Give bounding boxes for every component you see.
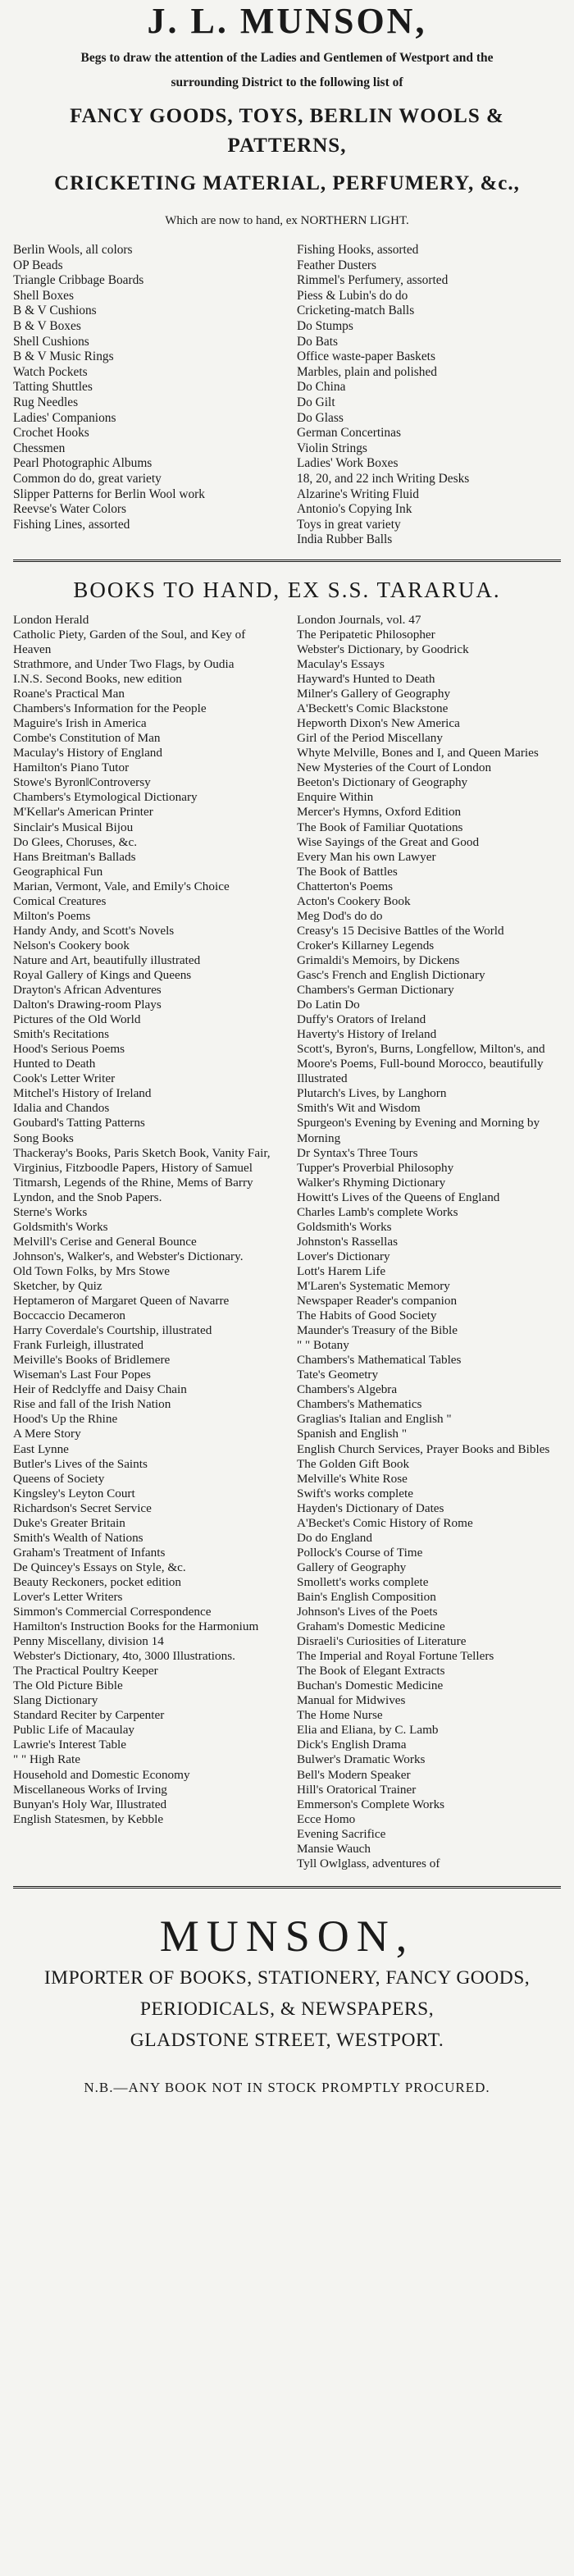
list-item: Milner's Gallery of Geography — [297, 687, 451, 701]
list-item: Hill's Oratorical Trainer — [297, 1782, 417, 1797]
list-item: Butler's Lives of the Saints — [13, 1456, 148, 1471]
list-item: Sketcher, by Quiz — [13, 1278, 102, 1293]
footer-line-2: PERIODICALS, & NEWSPAPERS, — [139, 1998, 435, 2020]
list-item: Meg Dod's do do — [297, 908, 383, 923]
list-item: Triangle Cribbage Boards — [13, 273, 144, 288]
list-item: Emmerson's Complete Works — [297, 1797, 445, 1811]
list-item: B & V Music Rings — [13, 349, 114, 364]
list-item: Ecce Homo — [297, 1811, 356, 1826]
list-item: Lover's Letter Writers — [13, 1589, 123, 1604]
list-item: Tupper's Proverbial Philosophy — [297, 1160, 454, 1175]
footer-note: N.B.—ANY BOOK NOT IN STOCK PROMPTLY PROCURED. — [84, 2079, 490, 2095]
list-item: Grimaldi's Memoirs, by Dickens — [297, 952, 460, 967]
list-item: Spanish and English " — [297, 1427, 408, 1441]
list-item: Hepworth Dixon's New America — [297, 716, 460, 731]
list-item: Chambers's Information for the People — [13, 701, 207, 716]
page-title: J. L. MUNSON, — [147, 1, 427, 41]
list-item: " " High Rate — [13, 1752, 80, 1767]
list-item: Boccaccio Decameron — [13, 1309, 126, 1323]
list-item: Melvill's Cerise and General Bounce — [13, 1234, 197, 1249]
list-item: Gallery of Geography — [297, 1560, 407, 1574]
list-item: Mitchel's History of Ireland — [13, 1086, 152, 1101]
list-item: Webster's Dictionary, by Goodrick — [297, 642, 469, 656]
list-item: Chessmen — [13, 441, 66, 455]
list-item: Alzarine's Writing Fluid — [297, 486, 419, 501]
list-item: London Journals, vol. 47 — [297, 612, 421, 627]
list-item: Stowe's Byron‖Controversy — [13, 775, 151, 790]
list-item: A'Becket's Comic History of Rome — [297, 1515, 473, 1530]
list-item: Slipper Patterns for Berlin Wool work — [13, 486, 206, 501]
list-item: Hood's Serious Poems — [13, 1042, 125, 1057]
list-item: New Mysteries of the Court of London — [297, 760, 492, 775]
list-item: Standard Reciter by Carpenter — [13, 1708, 165, 1723]
list-item: Heir of Redclyffe and Daisy Chain — [13, 1382, 187, 1397]
list-item: Smith's Wealth of Nations — [13, 1530, 144, 1545]
list-item: Meiville's Books of Bridlemere — [13, 1353, 171, 1368]
list-item: Mercer's Hymns, Oxford Edition — [297, 805, 462, 820]
list-item: Comical Creatures — [13, 893, 107, 908]
list-item: Household and Domestic Economy — [13, 1767, 190, 1782]
list-item: Maculay's Essays — [297, 657, 385, 672]
list-item: Cricketing-match Balls — [297, 304, 415, 318]
list-item: Johnson's, Walker's, and Webster's Dictionary. — [13, 1249, 244, 1263]
section-divider-2 — [13, 1886, 561, 1889]
list-item: Pictures of the Old World — [13, 1012, 141, 1027]
list-item: A Mere Story — [13, 1427, 81, 1441]
list-item: Webster's Dictionary, 4to, 3000 Illustrations. — [13, 1649, 235, 1664]
list-item: Berlin Wools, all colors — [13, 243, 133, 257]
list-item: Drayton's African Adventures — [13, 983, 162, 998]
list-item: Scott's, Byron's, Burns, Longfellow, Milton's, and Moore's Poems, Full-bound Morocco, beautifully Illustrated — [297, 1042, 545, 1086]
list-item: De Quincey's Essays on Style, &c. — [13, 1560, 186, 1574]
list-item: Gasc's French and English Dictionary — [297, 968, 485, 982]
list-item: Disraeli's Curiosities of Literature — [297, 1634, 467, 1649]
list-item: Newspaper Reader's companion — [297, 1294, 458, 1309]
list-item: Walker's Rhyming Dictionary — [297, 1175, 446, 1190]
list-item: Tatting Shuttles — [13, 380, 93, 395]
list-item: Pollock's Course of Time — [297, 1545, 423, 1560]
books-left-column — [13, 613, 276, 1871]
section-divider — [13, 560, 561, 562]
list-item: Lover's Dictionary — [297, 1249, 390, 1263]
list-item: Hood's Up the Rhine — [13, 1412, 118, 1427]
list-item: Dalton's Drawing-room Plays — [13, 998, 162, 1012]
books-heading: BOOKS TO HAND, EX S.S. TARARUA. — [73, 577, 501, 602]
list-item: Lott's Harem Life — [297, 1263, 386, 1278]
list-item: Goldsmith's Works — [297, 1219, 392, 1234]
list-item: Bain's English Composition — [297, 1589, 436, 1604]
list-item: Catholic Piety, Garden of the Soul, and Key of Heaven — [13, 627, 246, 656]
list-item: Song Books — [13, 1130, 74, 1145]
list-item: East Lynne — [13, 1441, 69, 1456]
list-item: Hamilton's Instruction Books for the Harmonium — [13, 1619, 259, 1634]
list-item: Do China — [297, 380, 346, 395]
list-item: Nature and Art, beautifully illustrated — [13, 952, 201, 967]
books-right-column — [297, 613, 561, 1871]
list-item: Chambers's Mathematics — [297, 1397, 422, 1412]
list-item: Violin Strings — [297, 441, 367, 455]
list-item: Evening Sacrifice — [297, 1826, 386, 1841]
goods-list — [13, 243, 561, 548]
list-item: Idalia and Chandos — [13, 1101, 110, 1116]
list-item: B & V Cushions — [13, 304, 97, 318]
list-item: Crochet Hooks — [13, 426, 89, 441]
intro-line-1: Begs to draw the attention of the Ladies and Gentlemen of Westport and the — [80, 51, 494, 65]
list-item: The Book of Familiar Quotations — [297, 820, 463, 834]
list-item: Handy Andy, and Scott's Novels — [13, 923, 175, 938]
list-item: Pearl Photographic Albums — [13, 456, 153, 471]
list-item: Swift's works complete — [297, 1486, 413, 1500]
list-item: Royal Gallery of Kings and Queens — [13, 968, 192, 982]
list-item: Bunyan's Holy War, Illustrated — [13, 1797, 167, 1811]
list-item: Do Glass — [297, 410, 344, 425]
list-item: English Statesmen, by Kebble — [13, 1811, 164, 1826]
list-item: Thackeray's Books, Paris Sketch Book, Vanity Fair, Virginius, Fitzboodle Papers, History of Samuel Titmarsh, Legends of the Rhine, Mems of Barry Lyndon, and the Snob Papers. — [13, 1145, 271, 1204]
list-item: Queens of Society — [13, 1471, 105, 1486]
arrival-note: Which are now to hand, ex NORTHERN LIGHT. — [165, 214, 409, 227]
list-item: The Book of Battles — [297, 864, 398, 879]
footer-name: MUNSON, — [159, 1911, 415, 1961]
list-item: Hayden's Dictionary of Dates — [297, 1500, 444, 1515]
list-item: Frank Furleigh, illustrated — [13, 1338, 144, 1353]
list-item: Slang Dictionary — [13, 1693, 98, 1708]
list-item: Cook's Letter Writer — [13, 1071, 116, 1086]
list-item: Ladies' Work Boxes — [297, 456, 399, 471]
goods-left-column — [13, 243, 276, 548]
list-item: M'Kellar's American Printer — [13, 805, 153, 820]
list-item: Penny Miscellany, division 14 — [13, 1634, 164, 1649]
list-item: Wise Sayings of the Great and Good — [297, 834, 480, 849]
list-item: Manual for Midwives — [297, 1693, 406, 1708]
list-item: Antonio's Copying Ink — [297, 502, 412, 517]
list-item: Maguire's Irish in America — [13, 716, 147, 731]
list-item: Heptameron of Margaret Queen of Navarre — [13, 1294, 230, 1309]
list-item: Charles Lamb's complete Works — [297, 1204, 458, 1219]
list-item: Duffy's Orators of Ireland — [297, 1012, 426, 1027]
list-item: Reevse's Water Colors — [13, 502, 127, 517]
list-item: OP Beads — [13, 258, 63, 272]
list-item: Do Glees, Choruses, &c. — [13, 834, 138, 849]
list-item: Buchan's Domestic Medicine — [297, 1679, 444, 1693]
list-item: Rise and fall of the Irish Nation — [13, 1397, 171, 1412]
goods-heading-2: CRICKETING MATERIAL, PERFUMERY, &c., — [54, 172, 520, 194]
list-item: Bulwer's Dramatic Works — [297, 1752, 426, 1767]
list-item: Bell's Modern Speaker — [297, 1767, 411, 1782]
footer-line-3: GLADSTONE STREET, WESTPORT. — [130, 2029, 444, 2051]
list-item: Richardson's Secret Service — [13, 1500, 152, 1515]
list-item: Shell Boxes — [13, 288, 74, 303]
list-item: Fishing Hooks, assorted — [297, 243, 419, 257]
list-item: London Herald — [13, 612, 89, 627]
list-item: Tate's Geometry — [297, 1368, 379, 1382]
list-item: M'Laren's Systematic Memory — [297, 1278, 450, 1293]
list-item: Fishing Lines, assorted — [13, 517, 130, 532]
list-item: The Practical Poultry Keeper — [13, 1664, 158, 1679]
list-item: Hans Breitman's Ballads — [13, 849, 136, 864]
list-item: Rug Needles — [13, 395, 79, 409]
list-item: Johnston's Rassellas — [297, 1234, 398, 1249]
list-item: Graham's Domestic Medicine — [297, 1619, 445, 1634]
list-item: Old Town Folks, by Mrs Stowe — [13, 1263, 171, 1278]
list-item: Piess & Lubin's do do — [297, 288, 408, 303]
list-item: Sinclair's Musical Bijou — [13, 820, 134, 834]
list-item: Miscellaneous Works of Irving — [13, 1782, 167, 1797]
list-item: Nelson's Cookery book — [13, 938, 130, 952]
list-item: Goubard's Tatting Patterns — [13, 1116, 145, 1130]
list-item: Plutarch's Lives, by Langhorn — [297, 1086, 447, 1101]
list-item: Hamilton's Piano Tutor — [13, 760, 130, 775]
list-item: Shell Cushions — [13, 334, 89, 349]
list-item: Girl of the Period Miscellany — [297, 731, 443, 746]
list-item: Chambers's German Dictionary — [297, 983, 454, 998]
list-item: " " Botany — [297, 1338, 349, 1353]
list-item: Chatterton's Poems — [297, 879, 394, 893]
list-item: Chambers's Algebra — [297, 1382, 398, 1397]
list-item: Hunted to Death — [13, 1057, 96, 1071]
list-item: Croker's Killarney Legends — [297, 938, 435, 952]
list-item: Chambers's Etymological Dictionary — [13, 790, 198, 805]
books-list — [13, 613, 561, 1871]
list-item: Do Stumps — [297, 318, 353, 333]
list-item: Kingsley's Leyton Court — [13, 1486, 135, 1500]
list-item: Marbles, plain and polished — [297, 364, 437, 379]
list-item: Goldsmith's Works — [13, 1219, 108, 1234]
list-item: B & V Boxes — [13, 318, 81, 333]
list-item: Harry Coverdale's Courtship, illustrated — [13, 1323, 212, 1338]
list-item: Creasy's 15 Decisive Battles of the World — [297, 923, 504, 938]
list-item: Johnson's Lives of the Poets — [297, 1605, 438, 1619]
list-item: Elia and Eliana, by C. Lamb — [297, 1723, 439, 1738]
list-item: Dr Syntax's Three Tours — [297, 1145, 418, 1160]
list-item: Do do England — [297, 1530, 372, 1545]
list-item: The Book of Elegant Extracts — [297, 1664, 445, 1679]
list-item: English Church Services, Prayer Books and Bibles — [297, 1441, 550, 1456]
list-item: German Concertinas — [297, 426, 401, 441]
list-item: Watch Pockets — [13, 364, 88, 379]
list-item: 18, 20, and 22 inch Writing Desks — [297, 471, 470, 486]
list-item: Ladies' Companions — [13, 410, 116, 425]
list-item: Marian, Vermont, Vale, and Emily's Choice — [13, 879, 230, 893]
list-item: Toys in great variety — [297, 517, 401, 532]
list-item: Acton's Cookery Book — [297, 893, 411, 908]
list-item: The Habits of Good Society — [297, 1309, 437, 1323]
list-item: Sterne's Works — [13, 1204, 88, 1219]
list-item: Roane's Practical Man — [13, 687, 125, 701]
list-item: Howitt's Lives of the Queens of England — [297, 1190, 500, 1204]
list-item: Combe's Constitution of Man — [13, 731, 161, 746]
list-item: Maculay's History of England — [13, 746, 162, 760]
list-item: Smith's Wit and Wisdom — [297, 1101, 421, 1116]
list-item: Milton's Poems — [13, 908, 91, 923]
list-item: Maunder's Treasury of the Bible — [297, 1323, 458, 1338]
list-item: The Golden Gift Book — [297, 1456, 410, 1471]
list-item: Common do do, great variety — [13, 471, 162, 486]
list-item: Chambers's Mathematical Tables — [297, 1353, 462, 1368]
list-item: Beeton's Dictionary of Geography — [297, 775, 468, 790]
list-item: Do Latin Do — [297, 998, 360, 1012]
list-item: Enquire Within — [297, 790, 374, 805]
list-item: Graglias's Italian and English " — [297, 1412, 452, 1427]
list-item: Rimmel's Perfumery, assorted — [297, 273, 449, 288]
goods-right-column — [297, 243, 561, 548]
list-item: Dick's English Drama — [297, 1738, 407, 1752]
list-item: India Rubber Balls — [297, 532, 393, 547]
list-item: Whyte Melville, Bones and I, and Queen Maries — [297, 746, 539, 760]
list-item: Haverty's History of Ireland — [297, 1027, 437, 1042]
list-item: Office waste-paper Baskets — [297, 349, 435, 364]
list-item: Public Life of Macaulay — [13, 1723, 135, 1738]
list-item: Hayward's Hunted to Death — [297, 672, 435, 687]
list-item: The Peripatetic Philosopher — [297, 627, 435, 642]
list-item: Smith's Recitations — [13, 1027, 110, 1042]
list-item: The Home Nurse — [297, 1708, 383, 1723]
list-item: A'Beckett's Comic Blackstone — [297, 701, 449, 716]
intro-line-2: surrounding District to the following list of — [171, 75, 403, 89]
list-item: Beauty Reckoners, pocket edition — [13, 1574, 181, 1589]
footer-line-1: IMPORTER OF BOOKS, STATIONERY, FANCY GOODS, — [43, 1966, 531, 1989]
list-item: Geographical Fun — [13, 864, 103, 879]
list-item: Melville's White Rose — [297, 1471, 408, 1486]
list-item: Feather Dusters — [297, 258, 377, 272]
list-item: Duke's Greater Britain — [13, 1515, 125, 1530]
list-item: Spurgeon's Evening by Evening and Morning by Morning — [297, 1116, 540, 1145]
list-item: Mansie Wauch — [297, 1841, 371, 1856]
list-item: Tyll Owlglass, adventures of — [297, 1856, 440, 1870]
list-item: Strathmore, and Under Two Flags, by Oudia — [13, 657, 235, 672]
list-item: Lawrie's Interest Table — [13, 1738, 127, 1752]
goods-heading-1: FANCY GOODS, TOYS, BERLIN WOOLS & PATTERNS, — [70, 105, 504, 157]
list-item: I.N.S. Second Books, new edition — [13, 672, 182, 687]
list-item: Simmon's Commercial Correspondence — [13, 1605, 212, 1619]
list-item: Every Man his own Lawyer — [297, 849, 436, 864]
list-item: The Imperial and Royal Fortune Tellers — [297, 1649, 494, 1664]
list-item: Do Bats — [297, 334, 339, 349]
list-item: Graham's Treatment of Infants — [13, 1545, 166, 1560]
list-item: Do Gilt — [297, 395, 335, 409]
list-item: Smollett's works complete — [297, 1574, 429, 1589]
list-item: Wiseman's Last Four Popes — [13, 1368, 151, 1382]
list-item: The Old Picture Bible — [13, 1679, 123, 1693]
